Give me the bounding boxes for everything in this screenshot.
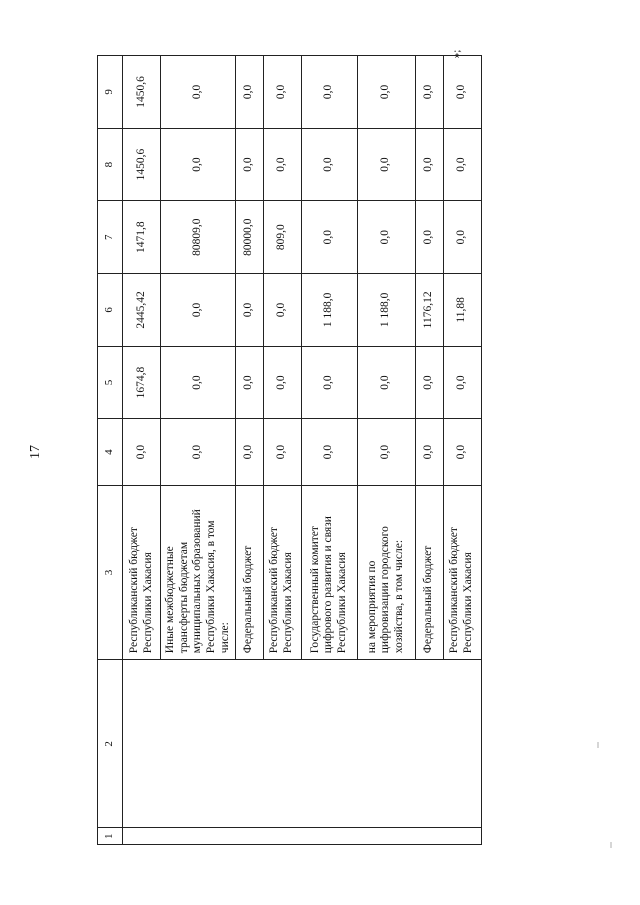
value-cell: 80809,0 bbox=[161, 201, 236, 274]
value-cell: 0,0 bbox=[416, 346, 443, 419]
scan-speck bbox=[610, 842, 612, 848]
value-cell: 2445,42 bbox=[123, 274, 161, 347]
row-label: на мероприятия по цифровизации городского хозяйства, в том числе: bbox=[357, 485, 416, 659]
value-cell: 0,0 bbox=[416, 56, 443, 129]
column-number-cell: 3 bbox=[98, 485, 123, 659]
column-number-cell: 7 bbox=[98, 201, 123, 274]
value-cell: 1471,8 bbox=[123, 201, 161, 274]
row-label: Государственный комитет цифрового развития и связи Республики Хакасия bbox=[301, 485, 357, 659]
value-cell: 0,0 bbox=[416, 128, 443, 201]
value-cell: 0,0 bbox=[236, 56, 263, 129]
row-label: Республиканский бюджет Республики Хакасия bbox=[443, 485, 482, 659]
value-cell: 80000,0 bbox=[236, 201, 263, 274]
row-label: Иные межбюджетные трансферты бюджетам муниципальных образований Республики Хакасия, в том числе: bbox=[161, 485, 236, 659]
value-cell: 0,0 bbox=[301, 56, 357, 129]
value-cell: 0,0 bbox=[123, 419, 161, 485]
value-cell: 0,0 bbox=[236, 346, 263, 419]
value-cell: 0,0 bbox=[443, 419, 482, 485]
scan-speck bbox=[597, 742, 599, 748]
value-cell: 0,0 bbox=[263, 128, 301, 201]
value-cell: 0,0 bbox=[161, 346, 236, 419]
column-number-cell: 9 bbox=[98, 56, 123, 129]
value-cell: 1674,8 bbox=[123, 346, 161, 419]
value-cell: 1176,12 bbox=[416, 274, 443, 347]
value-cell: 0,0 bbox=[161, 419, 236, 485]
value-cell: 0,0 bbox=[357, 128, 416, 201]
value-cell: 0,0 bbox=[236, 274, 263, 347]
column-2-merged-cell bbox=[123, 660, 482, 828]
row-label: Республиканский бюджет Республики Хакасия bbox=[263, 485, 301, 659]
value-cell: 1 188,0 bbox=[357, 274, 416, 347]
value-cell: 0,0 bbox=[357, 346, 416, 419]
column-1-merged-cell bbox=[123, 828, 482, 845]
value-cell: 1 188,0 bbox=[301, 274, 357, 347]
value-cell: 0,0 bbox=[357, 56, 416, 129]
value-cell: 0,0 bbox=[236, 419, 263, 485]
value-cell: 0,0 bbox=[443, 128, 482, 201]
value-cell: 0,0 bbox=[416, 201, 443, 274]
value-cell: 0,0 bbox=[263, 274, 301, 347]
page-number: 17 bbox=[28, 445, 43, 459]
value-cell: 0,0 bbox=[263, 346, 301, 419]
row-label: Федеральный бюджет bbox=[416, 485, 443, 659]
column-number-cell: 4 bbox=[98, 419, 123, 485]
value-cell: 0,0 bbox=[357, 419, 416, 485]
table-end-mark: »; bbox=[450, 49, 463, 59]
value-cell: 0,0 bbox=[301, 346, 357, 419]
value-cell: 0,0 bbox=[357, 201, 416, 274]
value-cell: 0,0 bbox=[301, 128, 357, 201]
value-cell: 0,0 bbox=[263, 419, 301, 485]
column-number-cell: 5 bbox=[98, 346, 123, 419]
column-number-cell: 6 bbox=[98, 274, 123, 347]
value-cell: 0,0 bbox=[161, 128, 236, 201]
value-cell: 0,0 bbox=[263, 56, 301, 129]
value-cell: 0,0 bbox=[236, 128, 263, 201]
column-number-row bbox=[98, 56, 123, 845]
column-number-cell: 1 bbox=[98, 828, 123, 845]
budget-table bbox=[97, 55, 482, 845]
value-cell: 0,0 bbox=[161, 274, 236, 347]
table-row bbox=[123, 56, 161, 845]
value-cell: 0,0 bbox=[416, 419, 443, 485]
column-number-cell: 2 bbox=[98, 660, 123, 828]
value-cell: 11,88 bbox=[443, 274, 482, 347]
value-cell: 0,0 bbox=[443, 201, 482, 274]
row-label: Федеральный бюджет bbox=[236, 485, 263, 659]
row-label: Республиканский бюджет Республики Хакасия bbox=[123, 485, 161, 659]
value-cell: 809,0 bbox=[263, 201, 301, 274]
value-cell: 0,0 bbox=[443, 346, 482, 419]
value-cell: 0,0 bbox=[161, 56, 236, 129]
value-cell: 0,0 bbox=[301, 419, 357, 485]
value-cell: 1450,6 bbox=[123, 56, 161, 129]
column-number-cell: 8 bbox=[98, 128, 123, 201]
rotated-table-wrapper bbox=[97, 55, 482, 845]
value-cell: 0,0 bbox=[443, 56, 482, 129]
value-cell: 0,0 bbox=[301, 201, 357, 274]
value-cell: 1450,6 bbox=[123, 128, 161, 201]
